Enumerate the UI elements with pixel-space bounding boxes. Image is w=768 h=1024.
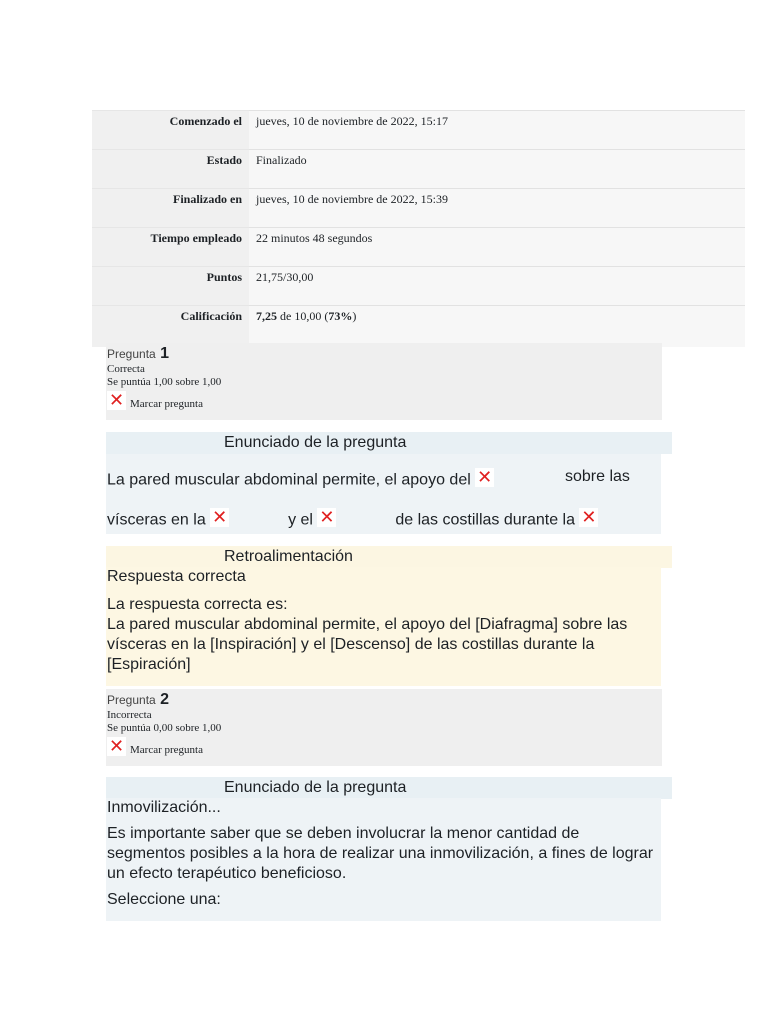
question-2-statement-heading: Enunciado de la pregunta	[106, 777, 672, 799]
question-marks: Se puntúa 1,00 sobre 1,00	[107, 376, 222, 388]
question-title: Inmovilización...	[107, 799, 221, 816]
summary-value: jueves, 10 de noviembre de 2022, 15:17	[249, 111, 745, 150]
text-part: de las costillas durante la	[395, 511, 575, 529]
question-number: 2	[160, 691, 170, 708]
flag-question-button[interactable]	[107, 391, 662, 410]
question-state: Correcta	[107, 363, 145, 375]
feedback-answer: La pared muscular abdominal permite, el apoyo del [Diafragma] sobre las vísceras en la [Inspiración] y el [Descenso] de las costillas durante la [Espiración]	[107, 616, 628, 673]
question-label: Pregunta	[107, 347, 156, 361]
summary-value: 21,75/30,00	[249, 267, 745, 306]
summary-value: jueves, 10 de noviembre de 2022, 15:39	[249, 189, 745, 228]
flag-x-icon: ✕	[108, 389, 125, 411]
question-number: 1	[160, 345, 170, 362]
summary-label: Estado	[92, 150, 249, 189]
question-2-text	[106, 798, 661, 921]
summary-label: Comenzado el	[92, 111, 249, 150]
feedback-intro: La respuesta correcta es:	[107, 596, 288, 613]
question-prompt: Seleccione una:	[107, 891, 221, 908]
summary-row	[92, 111, 745, 150]
question-1-feedback-heading: Retroalimentación	[106, 546, 672, 568]
grade-percent: 73%	[328, 309, 353, 323]
grade-value	[249, 306, 745, 348]
summary-row	[92, 267, 745, 306]
question-1-info	[106, 343, 662, 420]
grade-of: de 10,00 (	[277, 309, 329, 323]
question-1-statement-heading: Enunciado de la pregunta	[106, 432, 672, 454]
question-marks: Se puntúa 0,00 sobre 1,00	[107, 722, 222, 734]
summary-label: Finalizado en	[92, 189, 249, 228]
question-2-info	[106, 689, 662, 766]
summary-row	[92, 150, 745, 189]
answer-wrong-icon: ✕	[477, 466, 493, 488]
flag-question-button[interactable]	[107, 737, 662, 756]
grade-close: )	[352, 309, 357, 323]
feedback-result: Respuesta correcta	[107, 568, 246, 585]
flag-label: Marcar pregunta	[130, 744, 203, 756]
answer-wrong-icon: ✕	[319, 506, 335, 528]
summary-value: Finalizado	[249, 150, 745, 189]
summary-row	[92, 189, 745, 228]
question-1-text	[106, 454, 661, 534]
question-body: Es importante saber que se deben involucrar la menor cantidad de segmentos posibles a la hora de realizar una inmovilización, a fines de lograr un efecto terapéutico beneficioso.	[107, 825, 654, 882]
attempt-summary-table	[92, 110, 745, 347]
flag-label: Marcar pregunta	[130, 398, 203, 410]
question-state: Incorrecta	[107, 709, 152, 721]
summary-label: Tiempo empleado	[92, 228, 249, 267]
flag-x-icon: ✕	[108, 735, 125, 757]
summary-row	[92, 228, 745, 267]
summary-value: 22 minutos 48 segundos	[249, 228, 745, 267]
text-part: sobre las	[565, 468, 630, 485]
question-1-feedback	[106, 567, 661, 686]
text-part: La pared muscular abdominal permite, el apoyo del	[107, 471, 471, 489]
summary-row-grade	[92, 306, 745, 348]
answer-wrong-icon: ✕	[581, 506, 597, 528]
answer-wrong-icon: ✕	[212, 506, 228, 528]
grade-score: 7,25	[256, 309, 277, 323]
summary-label: Calificación	[92, 306, 249, 348]
summary-label: Puntos	[92, 267, 249, 306]
question-label: Pregunta	[107, 693, 156, 707]
text-part: y el	[288, 511, 313, 529]
text-part: vísceras en la	[107, 511, 206, 529]
